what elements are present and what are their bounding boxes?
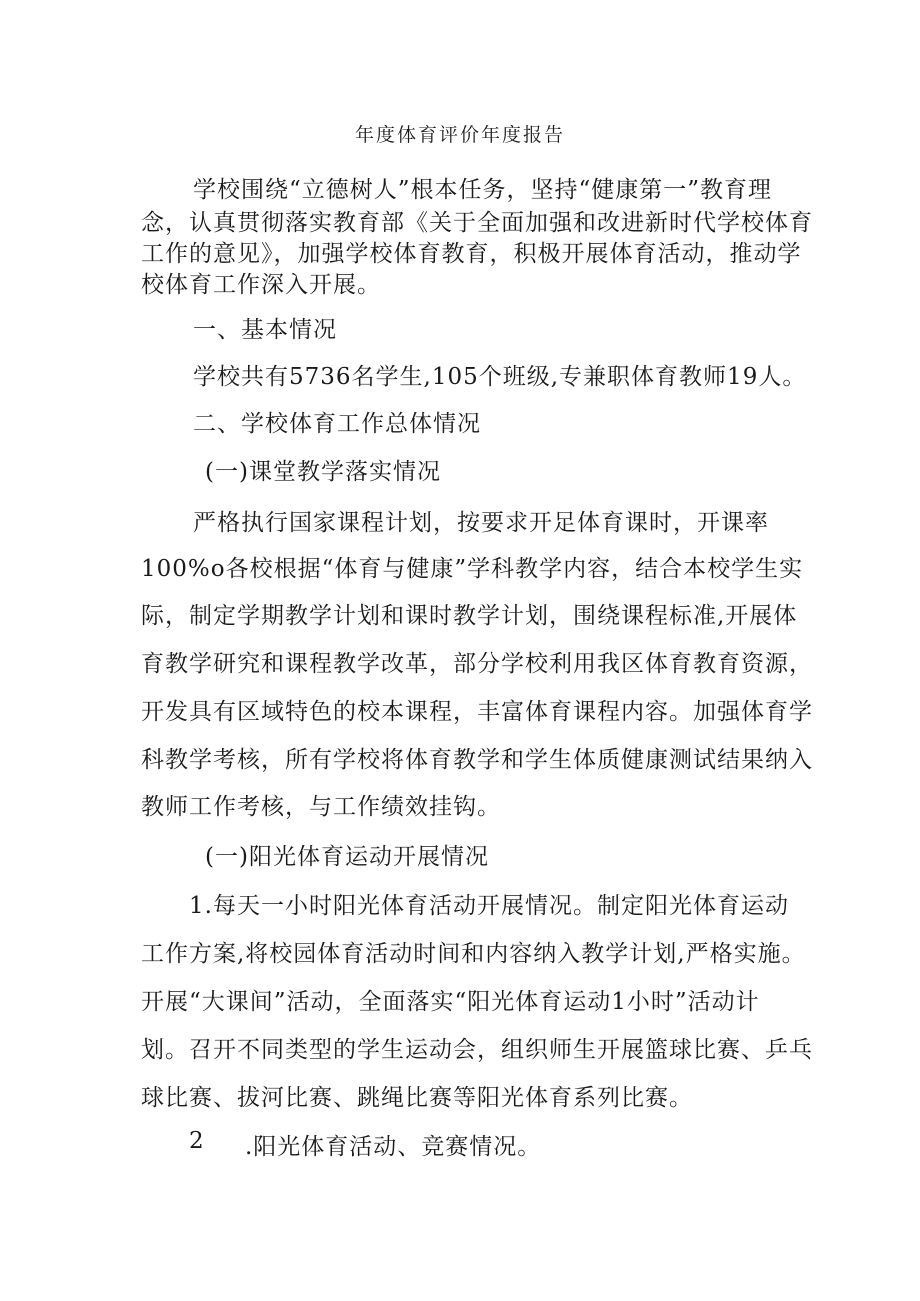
subsection1-line-5: 开发具有区域特色的校本课程，丰富体育课程内容。加强体育学: [141, 699, 813, 725]
subsection1-line-6: 科教学考核，所有学校将体育教学和学生体质健康测试结果纳入: [141, 747, 813, 773]
subsection1-line-2: 100%o各校根据“体育与健康”学科教学内容，结合本校学生实: [141, 556, 804, 582]
subsection1-line-1: 严格执行国家课程计划，按要求开足体育课时，开课率: [193, 510, 769, 536]
subsection1-heading: (一)课堂教学落实情况: [205, 459, 441, 485]
section2-heading: 二、学校体育工作总体情况: [193, 411, 481, 437]
section1-text: 学校共有5736名学生,105个班级,专兼职体育教师19人。: [193, 364, 807, 390]
intro-line-3: 工作的意见》，加强学校体育教育，积极开展体育活动，推动学: [141, 241, 802, 267]
intro-line-1: 学校围绕“立德树人”根本任务，坚持“健康第一”教育理: [193, 177, 773, 203]
subsection1-line-7: 教师工作考核，与工作绩效挂钩。: [141, 794, 501, 820]
item1-line-2: 工作方案,将校园体育活动时间和内容纳入教学计划,严格实施。: [141, 941, 806, 967]
item1-line-1: 1.每天一小时阳光体育活动开展情况。制定阳光体育运动: [189, 893, 789, 919]
subsection1-line-4: 育教学研究和课程教学改革，部分学校利用我区体育教育资源，: [141, 651, 813, 677]
document-title: 年度体育评价年度报告: [354, 124, 565, 146]
subsection1-line-3: 际，制定学期教学计划和课时教学计划，围绕课程标准,开展体: [141, 603, 798, 629]
item1-line-4: 划。召开不同类型的学生运动会，组织师生开展篮球比赛、乒乓: [141, 1037, 813, 1063]
intro-line-2: 念，认真贯彻落实教育部《关于全面加强和改进新时代学校体育: [141, 210, 813, 236]
item2-number: 2: [189, 1128, 205, 1154]
item2-text: .阳光体育活动、竞赛情况。: [245, 1134, 542, 1160]
item1-line-5: 球比赛、拔河比赛、跳绳比赛等阳光体育系列比赛。: [141, 1085, 693, 1111]
intro-line-4: 校体育工作深入开展。: [141, 272, 381, 298]
subsection2-heading: (一)阳光体育运动开展情况: [205, 844, 489, 870]
section1-heading: 一、基本情况: [193, 317, 337, 343]
item1-line-3: 开展“大课间”活动，全面落实“阳光体育运动1小时”活动计: [141, 989, 760, 1015]
